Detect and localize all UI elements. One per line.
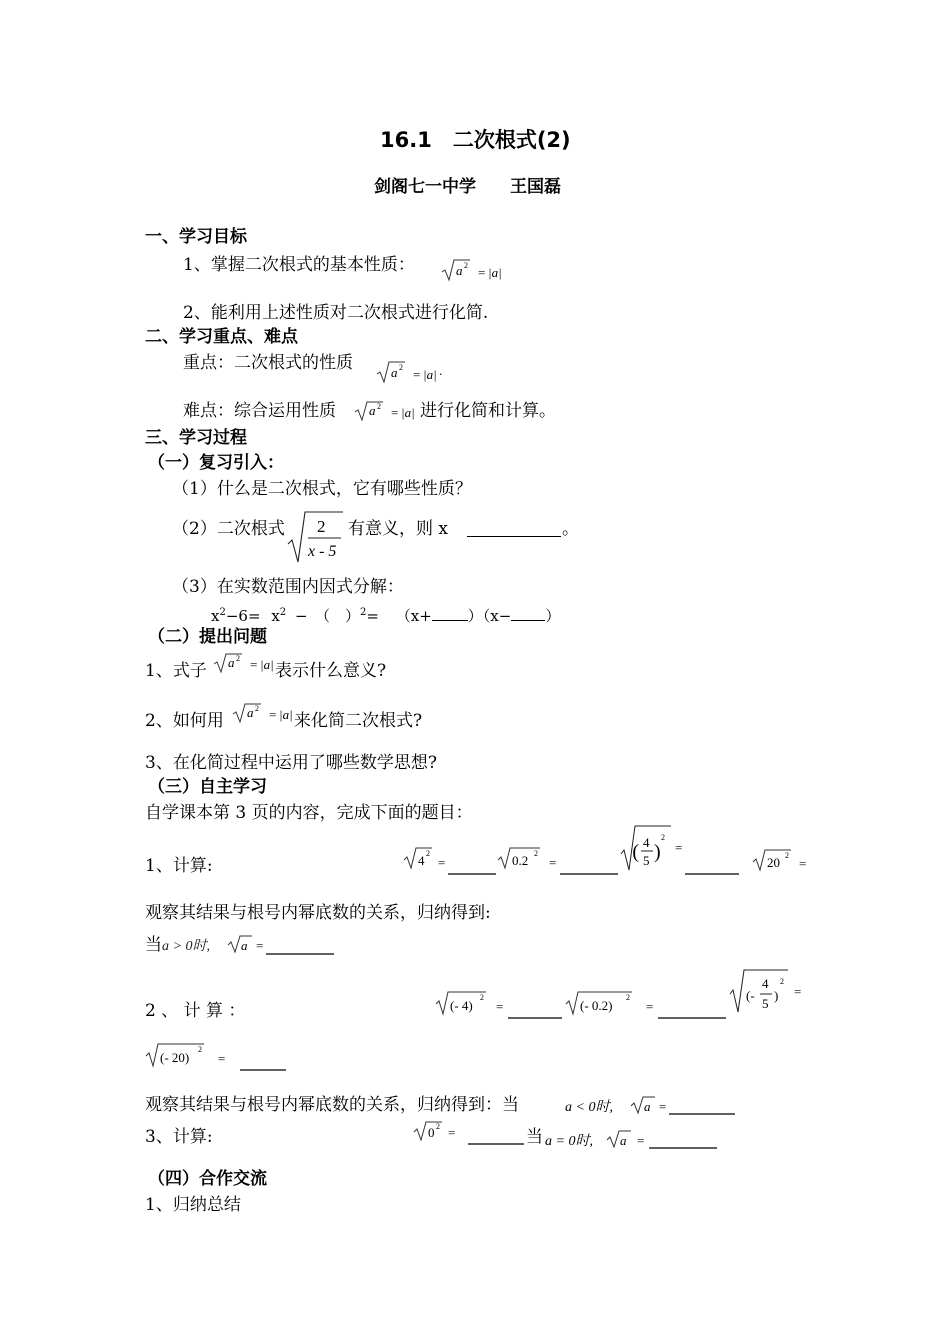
svg-text:): ) bbox=[774, 988, 779, 1003]
svg-text:2: 2 bbox=[480, 993, 484, 1002]
calc-2-label: 2 、 计 算 ： bbox=[145, 1001, 246, 1021]
review-question-1: （1）什么是二次根式，它有哪些性质？ bbox=[172, 479, 472, 499]
svg-text:=: = bbox=[659, 1099, 667, 1114]
section-heading-process: 三、学习过程 bbox=[145, 428, 247, 448]
svg-text:): ) bbox=[632, 841, 639, 863]
svg-text:2: 2 bbox=[317, 517, 326, 536]
svg-text:.: . bbox=[439, 363, 443, 378]
question-3: 3、在化简过程中运用了哪些数学思想? bbox=[145, 753, 437, 773]
svg-text:4: 4 bbox=[418, 853, 425, 868]
svg-text:=: = bbox=[549, 855, 557, 870]
objective-1: 1、掌握二次根式的基本性质： bbox=[183, 255, 415, 275]
review-question-2-label: （2）二次根式 bbox=[172, 519, 285, 539]
svg-text:a: a bbox=[644, 1099, 651, 1114]
section-heading-objectives: 一、学习目标 bbox=[145, 227, 247, 247]
key-point: 重点：二次根式的性质 bbox=[183, 353, 353, 373]
factor-blank-1[interactable] bbox=[432, 620, 468, 621]
svg-text:|a|: |a| bbox=[488, 265, 502, 280]
svg-text:a: a bbox=[241, 938, 248, 953]
section-heading-key-points: 二、学习重点、难点 bbox=[145, 327, 298, 347]
formula-sqrt-a2-abs-a bbox=[212, 652, 278, 676]
calc-2-last bbox=[144, 1042, 294, 1076]
svg-text:=: = bbox=[256, 938, 264, 953]
review-question-3: （3）在实数范围内因式分解： bbox=[172, 577, 404, 597]
formula-sqrt-a2-abs-a bbox=[440, 258, 510, 284]
self-study-instruction: 自学课本第 3 页的内容，完成下面的题目： bbox=[145, 803, 473, 823]
factor-blank-2[interactable] bbox=[511, 620, 545, 621]
svg-text:=: = bbox=[478, 265, 486, 280]
svg-text:2: 2 bbox=[780, 977, 784, 986]
svg-text:=: = bbox=[794, 984, 802, 999]
svg-text:=: = bbox=[675, 840, 683, 855]
svg-text:5: 5 bbox=[762, 996, 769, 1011]
svg-text:|a|: |a| bbox=[423, 367, 437, 382]
svg-text:2: 2 bbox=[399, 363, 403, 372]
svg-text:=: = bbox=[496, 999, 504, 1014]
calc-3-expression bbox=[412, 1120, 532, 1148]
svg-text:4: 4 bbox=[643, 835, 650, 850]
answer-blank[interactable] bbox=[467, 536, 561, 537]
svg-text:(- 0.2): (- 0.2) bbox=[580, 998, 613, 1013]
svg-text:=: = bbox=[448, 1125, 456, 1140]
question-1-text: 表示什么意义? bbox=[275, 661, 387, 681]
svg-text:2: 2 bbox=[626, 993, 630, 1002]
summary-item: 1、归纳总结 bbox=[145, 1195, 241, 1215]
subsection-self-study: （三）自主学习 bbox=[148, 777, 267, 797]
calc-2-expressions bbox=[434, 990, 734, 1024]
svg-text:=: = bbox=[637, 1133, 645, 1148]
sqrt-a-positive bbox=[226, 932, 336, 956]
svg-text:2: 2 bbox=[377, 402, 381, 411]
svg-text:2: 2 bbox=[426, 849, 430, 858]
question-2-label: 2、如何用 bbox=[145, 711, 224, 731]
formula-sqrt-a2-abs-a bbox=[353, 400, 421, 424]
svg-text:(-: (- bbox=[746, 988, 755, 1003]
calc-3-label: 3、计算: bbox=[145, 1127, 213, 1147]
svg-text:0: 0 bbox=[428, 1125, 435, 1140]
svg-text:2: 2 bbox=[785, 851, 789, 860]
svg-text:=: = bbox=[269, 707, 277, 722]
svg-text:a = 0时,: a = 0时, bbox=[545, 1134, 593, 1149]
subsection-collaboration: （四）合作交流 bbox=[148, 1169, 267, 1189]
svg-text:x - 5: x - 5 bbox=[308, 543, 337, 560]
formula-sqrt-a2-abs-a bbox=[231, 702, 297, 726]
svg-text:2: 2 bbox=[255, 704, 259, 713]
svg-text:a: a bbox=[456, 263, 463, 278]
svg-text:=: = bbox=[438, 855, 446, 870]
question-1-label: 1、式子 bbox=[145, 661, 207, 681]
calc-2-fraction bbox=[728, 968, 818, 1018]
author-line: 剑阁七一中学 王国磊 bbox=[374, 177, 561, 197]
svg-text:a: a bbox=[620, 1133, 627, 1148]
svg-text:(- 4): (- 4) bbox=[450, 998, 473, 1013]
svg-text:=: = bbox=[250, 657, 258, 672]
svg-text:2: 2 bbox=[436, 1122, 440, 1131]
svg-text:): ) bbox=[654, 841, 661, 863]
conclusion-negative bbox=[565, 1094, 740, 1118]
svg-text:=: = bbox=[799, 856, 807, 871]
page-title: 16.1 二次根式(2) bbox=[380, 128, 571, 152]
question-2-text: 来化简二次根式? bbox=[294, 711, 423, 731]
svg-text:=: = bbox=[218, 1051, 226, 1066]
review-question-2-text: 有意义，则 x bbox=[348, 519, 448, 539]
svg-text:2: 2 bbox=[534, 849, 538, 858]
observation-2: 观察其结果与根号内幂底数的关系，归纳得到：当 bbox=[145, 1095, 519, 1115]
svg-text:2: 2 bbox=[236, 654, 240, 663]
observation-1: 观察其结果与根号内幂底数的关系，归纳得到: bbox=[145, 903, 491, 923]
svg-text:(- 20): (- 20) bbox=[160, 1050, 190, 1065]
svg-text:=: = bbox=[646, 999, 654, 1014]
conclusion-zero bbox=[545, 1128, 725, 1152]
formula-sqrt-2-over-x-5 bbox=[287, 510, 347, 564]
svg-text:|a|: |a| bbox=[279, 707, 293, 722]
subsection-questions: （二）提出问题 bbox=[148, 627, 267, 647]
svg-text:2: 2 bbox=[464, 261, 468, 270]
difficulty-label: 难点：综合运用性质 bbox=[183, 401, 336, 421]
subsection-review: （一）复习引入： bbox=[148, 453, 284, 473]
factor-expression: $x^2-6= x^2$ − （ ）$^2$= （x+ ）（x− ） bbox=[211, 607, 561, 625]
svg-text:5: 5 bbox=[643, 853, 650, 868]
svg-text:20: 20 bbox=[767, 855, 780, 870]
review-question-2-end: 。 bbox=[562, 519, 579, 539]
calc-1-fraction bbox=[619, 824, 819, 884]
objective-2: 2、能利用上述性质对二次根式进行化简. bbox=[183, 303, 489, 323]
svg-text:2: 2 bbox=[661, 833, 665, 842]
svg-text:4: 4 bbox=[762, 976, 769, 991]
difficulty-text: 进行化简和计算。 bbox=[420, 401, 556, 421]
svg-text:=: = bbox=[413, 367, 421, 382]
conclusion-positive: 当a > 0时, bbox=[145, 935, 210, 955]
formula-sqrt-a2-abs-a bbox=[375, 360, 455, 386]
svg-text:a: a bbox=[369, 403, 376, 418]
svg-text:2: 2 bbox=[198, 1045, 202, 1054]
svg-text:0.2: 0.2 bbox=[512, 853, 529, 868]
svg-text:a < 0时,: a < 0时, bbox=[565, 1100, 613, 1115]
svg-text:a: a bbox=[228, 655, 235, 670]
svg-text:|a|: |a| bbox=[260, 657, 274, 672]
svg-text:a: a bbox=[247, 705, 254, 720]
svg-text:=: = bbox=[391, 405, 399, 420]
svg-text:|a|: |a| bbox=[401, 405, 415, 420]
calc-1-label: 1、计算: bbox=[145, 856, 213, 876]
svg-text:a: a bbox=[391, 365, 398, 380]
calc-3-when: 当 bbox=[526, 1127, 543, 1147]
